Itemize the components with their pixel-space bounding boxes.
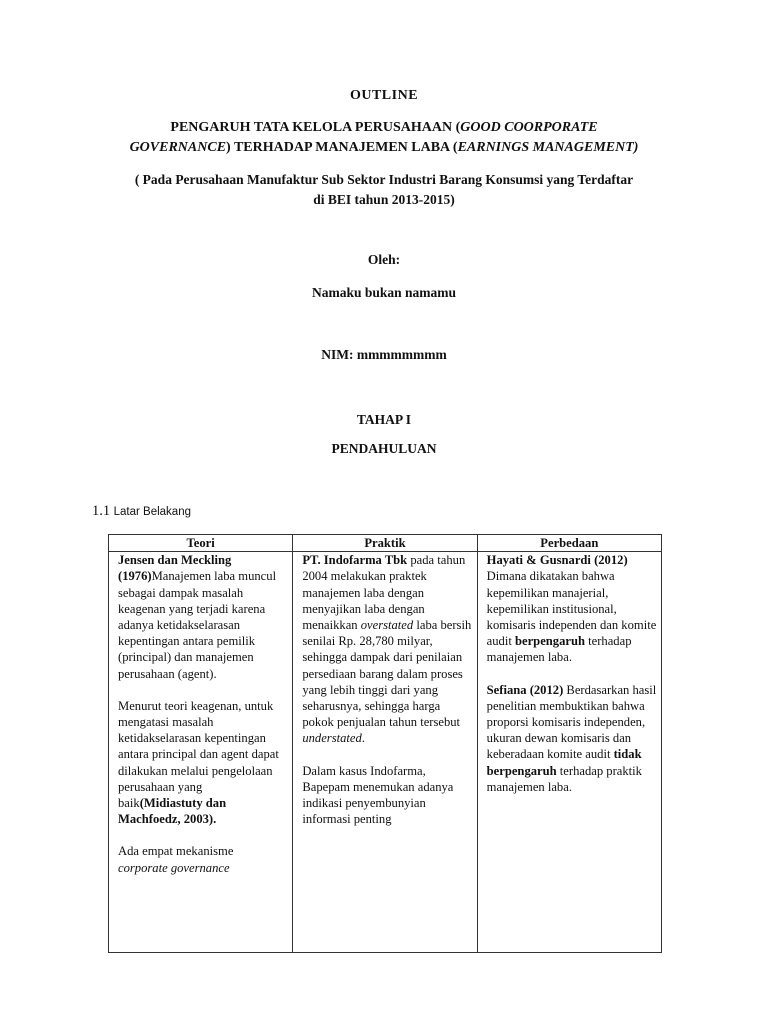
title-italic-part: GOOD COORPORATE — [460, 120, 598, 135]
teori-paragraph — [118, 552, 289, 682]
paragraph-text: Menurut teori keagenan, untuk mengatasi masalah ketidakselarasan kepentingan antara principal dan agent dapat dilakukan melalui pengelolaan perusahaan yang baik — [118, 698, 279, 811]
paragraph-text: . — [361, 731, 365, 746]
table-header-row — [109, 535, 662, 552]
comparison-table — [108, 534, 662, 953]
subtitle-line: di BEI tahun 2013-2015) — [313, 192, 455, 207]
stage-heading: TAHAP I — [356, 412, 412, 427]
section-heading — [92, 503, 191, 520]
paragraph-text: terhadap manajemen laba. — [486, 634, 632, 665]
paragraph-text: terhadap praktik manajemen laba. — [486, 763, 642, 794]
section-number: 1.1 — [92, 503, 111, 519]
paragraph-text: Manajemen laba muncul sebagai dampak masalah keagenan yang terjadi karena adanya ketidakselarasan kepentingan antara pemilik (principal) dan manajemen perusahaan (agent). — [118, 569, 277, 681]
column-header-teori: Teori — [109, 535, 293, 552]
emphasis: tidak berpengaruh — [486, 747, 642, 778]
paragraph-text: Ada empat mekanisme — [118, 844, 234, 859]
chapter-heading: PENDAHULUAN — [331, 441, 437, 456]
title-part: ) TERHADAP MANAJEMEN LABA ( — [226, 140, 458, 155]
cell-praktik — [293, 552, 477, 953]
nim-label: NIM: mmmmmmmm — [321, 347, 447, 362]
citation: (Midiastuty dan Machfoedz, 2003). — [118, 796, 227, 827]
praktik-paragraph — [302, 552, 473, 746]
title-italic-part: EARNINGS MANAGEMENT) — [457, 140, 639, 155]
document-subtitle — [0, 170, 768, 210]
section-label: Latar Belakang — [113, 506, 191, 518]
column-header-praktik: Praktik — [293, 535, 477, 552]
paragraph-text: laba bersih senilai Rp. 28,780 milyar, sehingga dampak dari penilaian persediaan barang dalam proses yang lebih tinggi dari yang seharusnya, sehingga harga pokok penjualan tahun tersebut — [302, 618, 472, 730]
cell-teori — [109, 552, 293, 953]
citation: Sefiana (2012) — [486, 682, 564, 697]
perbedaan-paragraph — [487, 552, 658, 665]
teori-paragraph — [118, 843, 289, 875]
column-header-perbedaan: Perbedaan — [477, 535, 661, 552]
cell-perbedaan — [477, 552, 661, 953]
author-name: Namaku bukan namamu — [311, 285, 457, 300]
italic-term: understated — [302, 731, 362, 746]
subtitle-line: ( Pada Perusahaan Manufaktur Sub Sektor Industri Barang Konsumsi yang Terdaftar — [134, 172, 634, 187]
paragraph-text: Dimana dikatakan bahwa kepemilikan manajerial, kepemilikan institusional, komisaris independen dan komite audit — [486, 569, 657, 649]
company-name: PT. Indofarma Tbk — [302, 553, 408, 568]
perbedaan-paragraph — [487, 682, 658, 795]
oleh-label: Oleh: — [367, 252, 401, 267]
emphasis: berpengaruh — [515, 634, 585, 649]
document-title — [0, 118, 768, 158]
outline-heading: OUTLINE — [349, 88, 419, 103]
italic-term: corporate governance — [118, 860, 230, 875]
teori-paragraph — [118, 698, 289, 828]
paragraph-text: Berdasarkan hasil penelitian membuktikan bahwa proporsi komisaris independen, ukuran dewan komisaris dan keberadaan komite audit — [486, 682, 657, 762]
italic-term: overstated — [360, 618, 414, 633]
paragraph-text: Dalam kasus Indofarma, Bapepam menemukan adanya indikasi penyembunyian informasi penting — [302, 763, 454, 827]
citation: Hayati & Gusnardi (2012) — [486, 553, 628, 568]
title-part: PENGARUH TATA KELOLA PERUSAHAAN ( — [170, 120, 461, 135]
paragraph-text: pada tahun 2004 melakukan praktek manajemen laba dengan menyajikan laba dengan menaikkan — [302, 553, 466, 633]
praktik-paragraph — [302, 763, 473, 828]
citation: Jensen dan Meckling (1976) — [118, 553, 232, 584]
table-row — [109, 552, 662, 953]
title-italic-part: GOVERNANCE — [129, 140, 227, 155]
